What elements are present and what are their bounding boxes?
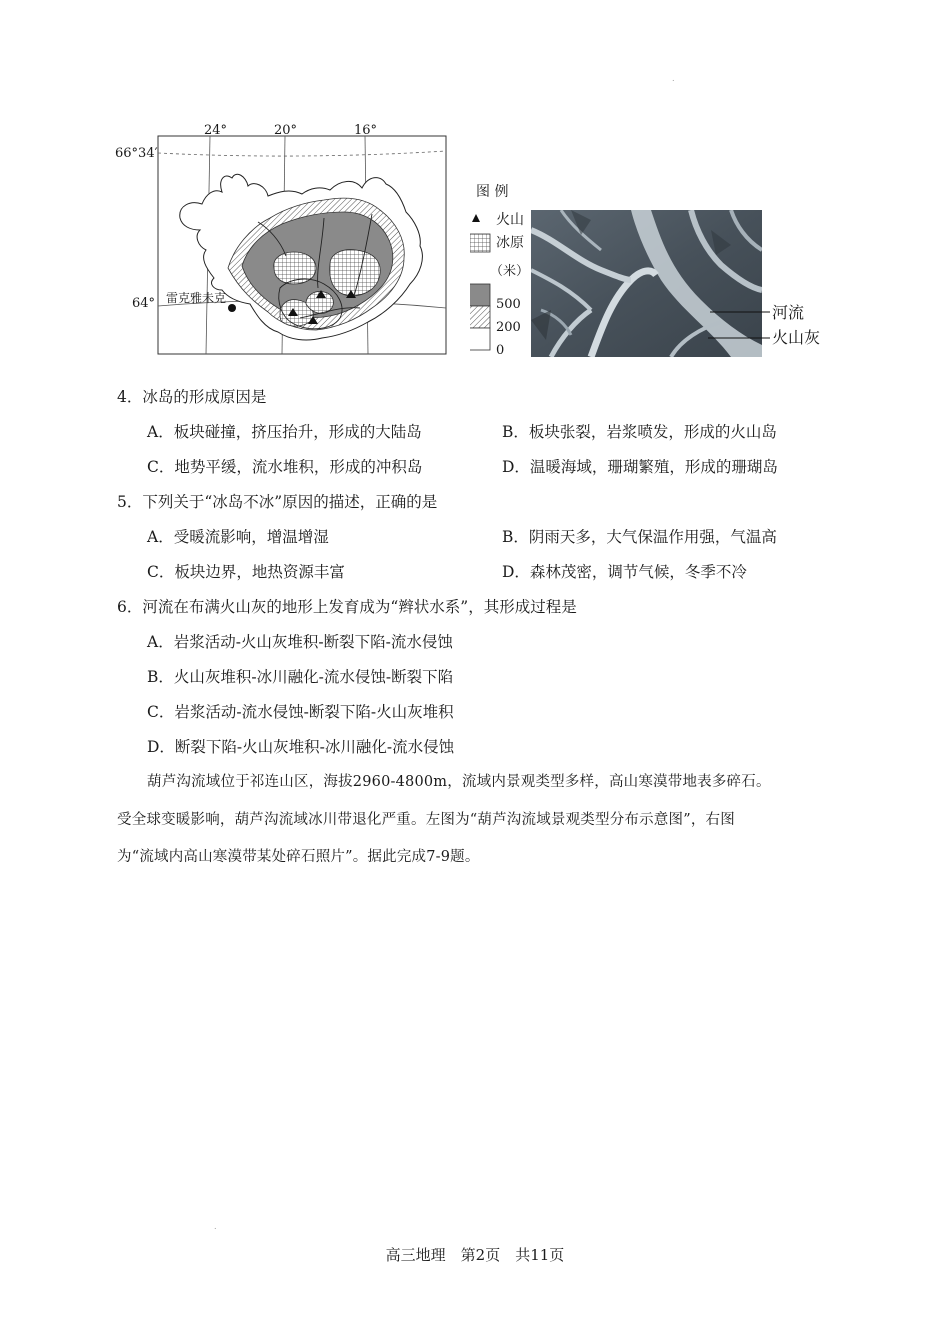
question-6-stem: 6．河流在布满火山灰的地形上发育成为“辫状水系”，其形成过程是 [117,598,577,616]
photo-river-label: 河流 [772,303,805,322]
question-4-stem: 4．冰岛的形成原因是 [117,388,267,406]
photo-ash-label: 火山灰 [772,328,821,347]
legend-level: 500 [496,297,521,312]
question-5-option-d[interactable]: D．森林茂密，调节气候，冬季不冷 [502,563,747,581]
passage-line-1: 葫芦沟流域位于祁连山区，海拔2960-4800m，流域内景观类型多样，高山寒漠带地表多碎石。 [147,774,771,790]
legend-volcano: 火山 [496,212,524,228]
city-label: 雷克雅未克 [166,291,227,305]
question-6-option-c[interactable]: C．岩浆活动-流水侵蚀-断裂下陷-火山灰堆积 [147,703,454,721]
callout-lines [700,300,780,350]
question-6-option-a[interactable]: A．岩浆活动-火山灰堆积-断裂下陷-流水侵蚀 [147,633,453,651]
passage-line-3: 为“流域内高山寒漠带某处碎石照片”。据此完成7-9题。 [117,849,480,865]
lon-label: 24° [204,123,228,138]
question-5-option-c[interactable]: C．板块边界，地热资源丰富 [147,563,345,581]
question-4-option-c[interactable]: C．地势平缓，流水堆积，形成的冲积岛 [147,458,423,476]
iceland-map [110,118,460,358]
question-5-option-a[interactable]: A．受暖流影响，增温增湿 [147,528,329,546]
passage-line-2: 受全球变暖影响，葫芦沟流域冰川带退化严重。左图为“葫芦沟流域景观类型分布示意图”，右图 [117,812,735,828]
lat-label: 64° [132,296,156,311]
lon-label: 16° [354,123,378,138]
legend-ice: 冰原 [496,235,524,251]
scan-dot: . [214,1222,217,1231]
legend-unit: （米） [490,264,530,279]
page-footer: 高三地理 第2页 共11页 [385,1246,565,1264]
legend-title: 图 例 [476,184,509,200]
question-6-option-d[interactable]: D．断裂下陷-火山灰堆积-冰川融化-流水侵蚀 [147,738,455,756]
question-5-option-b[interactable]: B．阴雨天多，大气保温作用强，气温高 [502,528,777,546]
question-4-option-b[interactable]: B．板块张裂，岩浆喷发，形成的火山岛 [502,423,777,441]
question-6-option-b[interactable]: B．火山灰堆积-冰川融化-流水侵蚀-断裂下陷 [147,668,454,686]
question-4-option-a[interactable]: A．板块碰撞，挤压抬升，形成的大陆岛 [147,423,422,441]
legend-level: 0 [496,343,505,358]
question-4-option-d[interactable]: D．温暖海域，珊瑚繁殖，形成的珊瑚岛 [502,458,778,476]
scan-dot: . [672,74,675,83]
legend-level: 200 [496,320,521,335]
volcano-icon [472,214,480,222]
question-5-stem: 5．下列关于“冰岛不冰”原因的描述，正确的是 [117,493,438,511]
lon-label: 20° [274,123,298,138]
lat-label: 66°34′ [115,146,158,161]
